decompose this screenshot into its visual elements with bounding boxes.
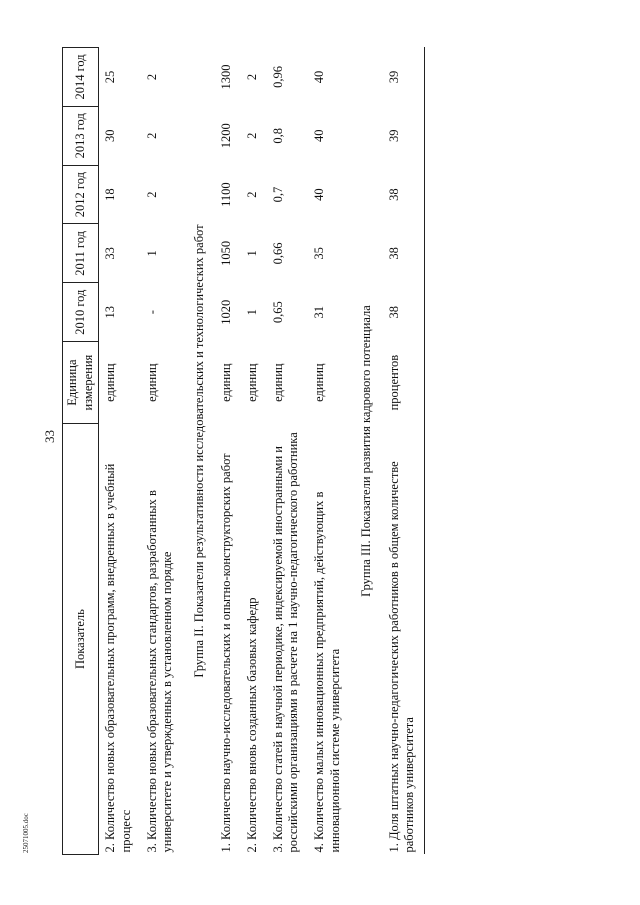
value-2014: 2 — [245, 73, 259, 81]
value-2014: 2 — [144, 73, 159, 81]
value-2013: 0,8 — [270, 127, 285, 144]
table-header-row — [63, 48, 99, 855]
footer-file-name: 25071005.doc — [22, 813, 30, 853]
value-2014: 40 — [311, 70, 326, 84]
table-row — [308, 48, 349, 855]
value-2014: 1300 — [219, 64, 234, 90]
header-year-2010: 2010 год — [63, 283, 99, 342]
value-2014: 0,96 — [270, 66, 285, 88]
indicator-cell: 4. Количество малых инновационных предприятий, действующих в инновационной системе университета — [311, 491, 342, 853]
table-row — [215, 48, 241, 855]
value-2012: 1100 — [219, 182, 234, 207]
value-2013: 30 — [103, 129, 118, 143]
value-2014: 39 — [383, 48, 425, 107]
value-2010: 1 — [245, 309, 259, 316]
unit-cell: единиц — [103, 363, 118, 402]
value-2013: 1200 — [219, 123, 234, 149]
value-2010: 31 — [311, 305, 326, 319]
value-2013: 2 — [144, 132, 159, 139]
rotated-table-container — [62, 47, 542, 855]
header-year-2013: 2013 год — [63, 106, 99, 165]
table-row — [383, 48, 425, 855]
header-year-2014: 2014 год — [63, 48, 99, 107]
value-2011: 0,66 — [270, 242, 285, 265]
group-3-heading: Группа III. Показатели развития кадрового потенциала — [359, 305, 374, 597]
unit-cell: единиц — [219, 363, 234, 402]
group-heading-row — [349, 48, 383, 855]
value-2013: 39 — [383, 106, 425, 165]
group-heading-row — [182, 48, 216, 855]
indicator-cell: 1. Количество научно-исследовательских и опытно-конструкторских работ — [219, 453, 234, 853]
page-number: 33 — [42, 430, 57, 443]
unit-cell: единиц — [245, 363, 259, 402]
value-2013: 2 — [245, 132, 259, 139]
value-2014: 25 — [103, 70, 118, 84]
table-row — [141, 48, 182, 855]
unit-cell: единиц — [270, 363, 285, 402]
value-2012: 38 — [383, 165, 425, 224]
header-unit: Единица измерения — [63, 342, 99, 424]
value-2012: 40 — [311, 188, 326, 201]
table-row — [241, 48, 267, 855]
indicator-cell: 3. Количество статей в научной периодике, индексируемой иностранными и российскими организациями в расчете на 1 научно-педагогического работника — [270, 432, 301, 853]
value-2011: 33 — [103, 247, 118, 260]
value-2010: - — [144, 310, 159, 315]
value-2013: 40 — [311, 129, 326, 143]
header-year-2011: 2011 год — [63, 224, 99, 283]
value-2010: 13 — [103, 305, 118, 319]
value-2012: 2 — [144, 191, 159, 198]
indicator-cell: 2. Количество новых образовательных программ, внедренных в учебный процесс — [103, 463, 133, 853]
value-2011: 1 — [144, 250, 159, 257]
value-2012: 2 — [245, 191, 259, 198]
value-2012: 18 — [103, 188, 118, 201]
indicator-cell: 2. Количество вновь созданных базовых кафедр — [245, 597, 259, 853]
value-2010: 1020 — [219, 299, 234, 325]
group-2-heading: Группа II. Показатели результативности исследовательских и технологических работ — [191, 224, 206, 678]
value-2011: 1 — [245, 250, 259, 257]
unit-cell: единиц — [144, 363, 159, 402]
header-year-2012: 2012 год — [63, 165, 99, 224]
value-2011: 35 — [311, 247, 326, 260]
value-2010: 38 — [383, 283, 425, 342]
value-2011: 38 — [383, 224, 425, 283]
indicators-table — [62, 47, 425, 855]
table-row — [267, 48, 308, 855]
unit-cell: единиц — [311, 363, 326, 402]
indicator-cell: 3. Количество новых образовательных стандартов, разработанных в университете и утвержденных в установленном порядке — [144, 490, 175, 853]
value-2011: 1050 — [219, 240, 234, 266]
value-2012: 0,7 — [270, 186, 285, 203]
unit-cell: процентов — [383, 342, 425, 424]
table-row — [99, 48, 141, 855]
indicator-cell: 1. Доля штатных научно-педагогических работников в общем количестве работников университета — [383, 424, 425, 855]
value-2010: 0,65 — [270, 301, 285, 324]
header-indicator: Показатель — [63, 424, 99, 855]
